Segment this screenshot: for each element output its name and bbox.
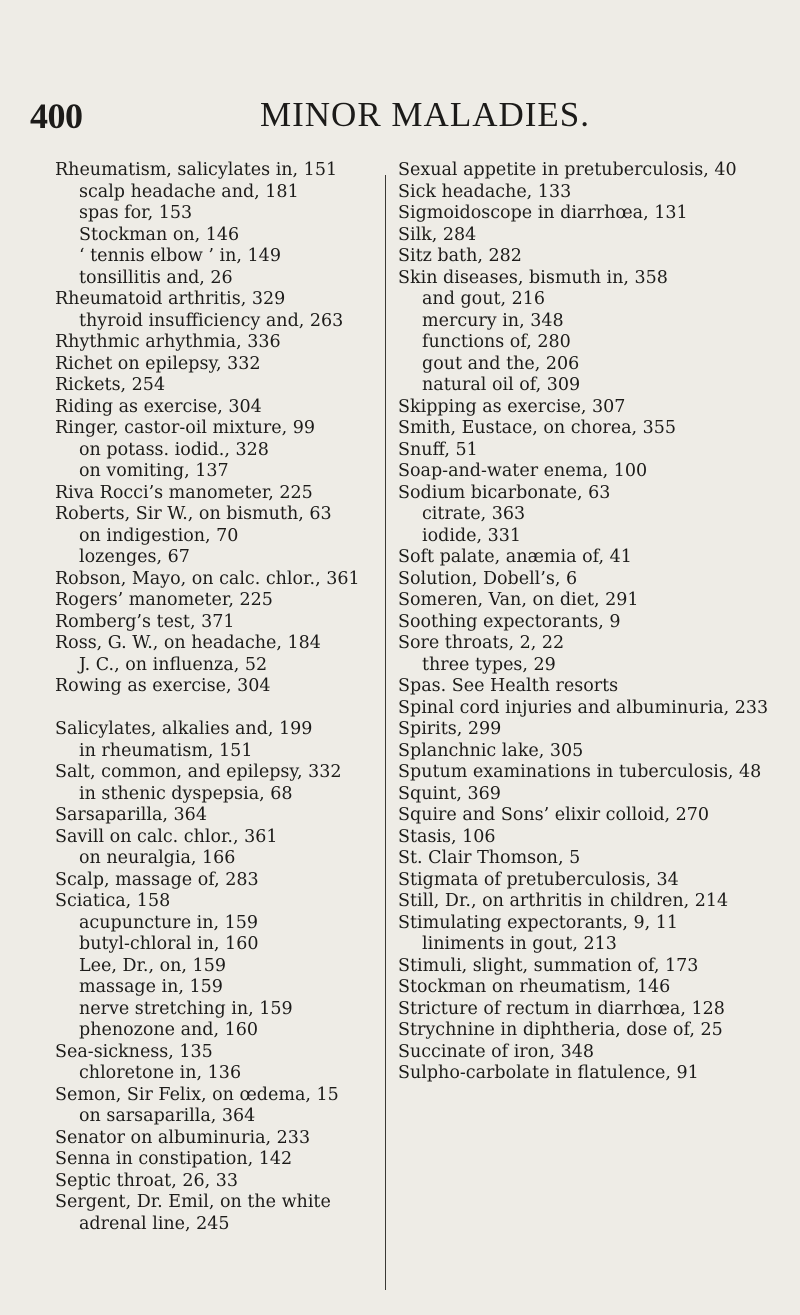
index-subentry: in rheumatism, 151: [79, 740, 253, 761]
index-column-right: [398, 160, 778, 1085]
index-subentry: butyl-chloral in, 160: [79, 934, 259, 954]
index-entry: Sore throats, 2, 22: [398, 633, 565, 653]
index-entry: Succinate of iron, 348: [398, 1041, 594, 1062]
index-column-left: [55, 160, 385, 1235]
index-subentry: and gout, 216: [422, 289, 546, 309]
index-entry: Strychnine in diphtheria, dose of, 25: [398, 1020, 723, 1040]
index-entry: Stasis, 106: [398, 826, 496, 847]
index-entry: Richet on epilepsy, 332: [55, 353, 261, 374]
index-entry: Stockman on rheumatism, 146: [398, 977, 671, 997]
index-entry: Rowing as exercise, 304: [55, 676, 271, 696]
index-entry: Rhythmic arhythmia, 336: [55, 332, 281, 352]
index-entry: Smith, Eustace, on chorea, 355: [398, 418, 677, 438]
index-entry: Stricture of rectum in diarrhœa, 128: [398, 998, 725, 1019]
section-gap: [55, 698, 385, 720]
index-entry: Sodium bicarbonate, 63: [398, 482, 611, 503]
index-entry: Spirits, 299: [398, 719, 502, 739]
index-entry: Sexual appetite in pretuberculosis, 40: [398, 160, 737, 180]
index-entry: Still, Dr., on arthritis in children, 214: [398, 891, 729, 911]
index-subentry: on indigestion, 70: [79, 525, 239, 546]
index-entry: Sulpho-carbolate in flatulence, 91: [398, 1063, 699, 1083]
index-subentry: on vomiting, 137: [79, 461, 229, 481]
index-subentry: chloretone in, 136: [79, 1063, 242, 1083]
index-entry: Stigmata of pretuberculosis, 34: [398, 869, 679, 890]
index-entry: Someren, Van, on diet, 291: [398, 590, 639, 610]
index-entry: Sitz bath, 282: [398, 246, 522, 266]
index-entry: Riva Rocci’s manometer, 225: [55, 482, 313, 503]
index-entry: Scalp, massage of, 283: [55, 869, 259, 890]
index-entry: Salicylates, alkalies and, 199: [55, 719, 313, 739]
index-entry: St. Clair Thomson, 5: [398, 848, 581, 868]
index-entry: Snuff, 51: [398, 439, 478, 460]
index-entry: Rogers’ manometer, 225: [55, 590, 273, 610]
running-title: MINOR MALADIES.: [260, 95, 590, 134]
index-entry: Senator on albuminuria, 233: [55, 1127, 311, 1148]
index-entry: Ringer, castor-oil mixture, 99: [55, 418, 316, 438]
index-subentry: three types, 29: [422, 654, 556, 675]
index-entry: Robson, Mayo, on calc. chlor., 361: [55, 568, 360, 589]
index-subentry: nerve stretching in, 159: [79, 998, 293, 1019]
index-subentry: citrate, 363: [422, 504, 526, 524]
index-entry: Skipping as exercise, 307: [398, 396, 626, 417]
index-subentry: tonsillitis and, 26: [79, 267, 233, 288]
index-subentry: Stockman on, 146: [79, 224, 240, 245]
index-subentry: J. C., on influenza, 52: [79, 654, 268, 675]
index-subentry: scalp headache and, 181: [79, 181, 299, 202]
index-entry: Splanchnic lake, 305: [398, 740, 584, 761]
index-entry: Silk, 284: [398, 224, 477, 245]
index-entry: Septic throat, 26, 33: [55, 1170, 238, 1191]
index-entry: Savill on calc. chlor., 361: [55, 826, 278, 847]
index-entry: Sarsaparilla, 364: [55, 805, 207, 825]
index-entry: Sigmoidoscope in diarrhœa, 131: [398, 203, 688, 223]
index-subentry: on neuralgia, 166: [79, 848, 236, 868]
index-entry: Spas. See Health resorts: [398, 676, 619, 696]
index-subentry: functions of, 280: [422, 332, 571, 352]
index-entry: Stimulating expectorants, 9, 11: [398, 912, 679, 933]
index-entry: Ross, G. W., on headache, 184: [55, 633, 321, 653]
index-subentry: thyroid insufficiency and, 263: [79, 310, 344, 331]
index-entry: Squire and Sons’ elixir colloid, 270: [398, 805, 710, 825]
index-entry: Skin diseases, bismuth in, 358: [398, 267, 668, 288]
index-entry: Spinal cord injuries and albuminuria, 233: [398, 697, 769, 718]
index-entry: Sea-sickness, 135: [55, 1041, 213, 1062]
index-subentry: lozenges, 67: [79, 547, 190, 567]
page-header: [0, 95, 800, 139]
index-entry: Rickets, 254: [55, 375, 166, 395]
index-entry: Romberg’s test, 371: [55, 611, 235, 632]
index-subentry: iodide, 331: [422, 525, 522, 546]
index-entry: Senna in constipation, 142: [55, 1149, 293, 1169]
index-entry: Soft palate, anæmia of, 41: [398, 547, 632, 567]
index-entry: Sputum examinations in tuberculosis, 48: [398, 762, 762, 782]
page-number: 400: [30, 96, 83, 136]
index-subentry: liniments in gout, 213: [422, 934, 617, 954]
index-subentry: ‘ tennis elbow ’ in, 149: [79, 246, 281, 266]
index-entry: Semon, Sir Felix, on œdema, 15: [55, 1084, 339, 1105]
index-entry: Sick headache, 133: [398, 181, 572, 202]
index-entry: Rheumatism, salicylates in, 151: [55, 160, 338, 180]
index-subentry: on sarsaparilla, 364: [79, 1106, 256, 1126]
index-entry: Soap-and-water enema, 100: [398, 461, 648, 481]
index-subentry: acupuncture in, 159: [79, 912, 259, 933]
index-subentry: mercury in, 348: [422, 310, 564, 331]
index-entry: Riding as exercise, 304: [55, 396, 262, 417]
index-entry: Salt, common, and epilepsy, 332: [55, 762, 342, 782]
index-entry: Stimuli, slight, summation of, 173: [398, 955, 699, 976]
index-entry: Sciatica, 158: [55, 891, 171, 911]
index-entry: Sergent, Dr. Emil, on the white adrenal line, 245: [55, 1192, 331, 1234]
index-subentry: in sthenic dyspepsia, 68: [79, 783, 293, 804]
index-entry: Soothing expectorants, 9: [398, 611, 621, 632]
index-entry: Roberts, Sir W., on bismuth, 63: [55, 504, 332, 524]
index-subentry: on potass. iodid., 328: [79, 439, 269, 460]
index-entry: Squint, 369: [398, 783, 501, 804]
index-subentry: phenozone and, 160: [79, 1020, 259, 1040]
index-subentry: natural oil of, 309: [422, 375, 581, 395]
index-subentry: spas for, 153: [79, 203, 193, 223]
index-subentry: gout and the, 206: [422, 353, 580, 374]
index-subentry: Lee, Dr., on, 159: [79, 955, 226, 976]
column-divider: [385, 175, 386, 1290]
index-entry: Rheumatoid arthritis, 329: [55, 289, 286, 309]
index-subentry: massage in, 159: [79, 977, 223, 997]
index-entry: Solution, Dobell’s, 6: [398, 568, 578, 589]
